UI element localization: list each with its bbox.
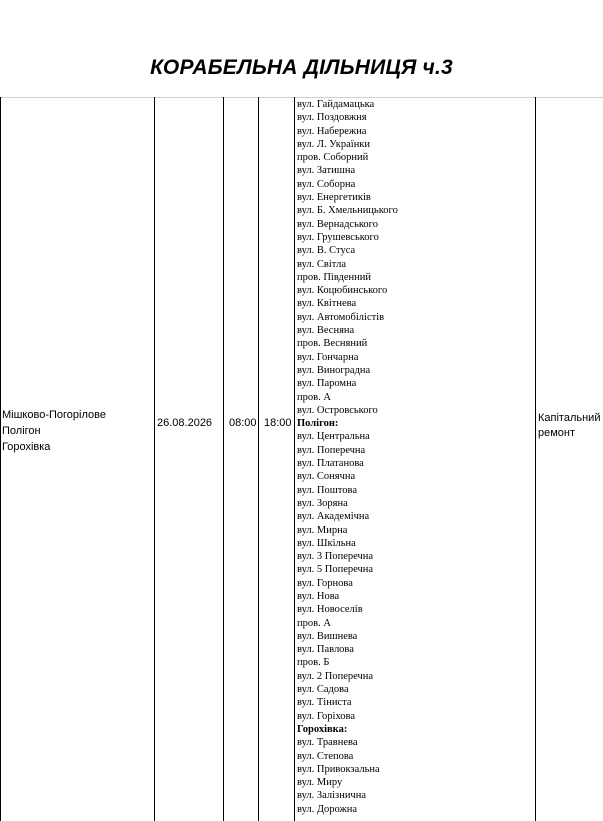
street-item: вул. Світла [297, 258, 346, 270]
street-item: вул. Горнова [297, 577, 353, 589]
street-item: вул. В. Стуса [297, 245, 356, 257]
street-item: вул. Платанова [297, 458, 364, 470]
street-item: вул. Зоряна [297, 497, 348, 509]
street-group-heading: Полігон: [297, 418, 339, 430]
street-item: вул. Островського [297, 404, 378, 416]
street-item: вул. Миру [297, 777, 343, 789]
street-item: вул. Квітнева [297, 298, 357, 310]
street-item: вул. Поштова [297, 484, 357, 496]
street-item: вул. Мирна [297, 524, 348, 536]
street-item: пров. Соборний [297, 152, 369, 164]
street-item: пров. Весняний [297, 338, 368, 350]
street-item: вул. Виноградна [297, 364, 371, 376]
street-item: вул. Садова [297, 684, 349, 696]
street-item: вул. Привокзальна [297, 763, 380, 775]
street-item: вул. 5 Поперечна [297, 564, 374, 576]
street-item: вул. Горіхова [297, 710, 356, 722]
street-item: вул. Набережна [297, 125, 367, 137]
street-item: вул. Соборна [297, 178, 356, 190]
street-item: пров. Південний [297, 271, 372, 283]
street-item: вул. Гайдамацька [297, 99, 375, 110]
street-item: вул. Сонячна [297, 471, 356, 483]
area-cell [2, 407, 152, 455]
area-name: Полігон [2, 425, 41, 437]
street-item: вул. Поперечна [297, 444, 366, 456]
street-item: вул. Новоселів [297, 604, 363, 616]
street-item: вул. Енергетиків [297, 192, 371, 204]
streets-cell [297, 98, 535, 816]
column-border [535, 97, 536, 821]
area-name: Горохівка [2, 441, 51, 453]
street-item: вул. Л. Українки [297, 138, 371, 150]
column-border [258, 97, 259, 821]
street-item: вул. Павлова [297, 644, 354, 656]
street-item: вул. Вернадського [297, 218, 378, 230]
start-time-cell: 08:00 [229, 417, 257, 429]
column-border [223, 97, 224, 821]
area-name: Мішково-Погорілове [2, 409, 106, 421]
street-item: вул. Вишнева [297, 630, 358, 642]
reason-cell: Капітальний ремонт [538, 412, 601, 439]
street-item: вул. Затишна [297, 165, 356, 177]
street-item: вул. Степова [297, 750, 354, 762]
street-item: вул. Грушевського [297, 231, 379, 243]
street-group-heading: Горохівка: [297, 723, 348, 735]
street-item: вул. 2 Поперечна [297, 670, 374, 682]
street-item: вул. Травнева [297, 737, 358, 749]
street-item: вул. Гончарна [297, 351, 359, 363]
street-item: вул. Нова [297, 590, 340, 602]
street-item: пров. А [297, 617, 331, 629]
street-item: вул. Академічна [297, 511, 370, 523]
column-border [154, 97, 155, 821]
end-time-cell: 18:00 [264, 417, 292, 429]
street-item: вул. Автомобілістів [297, 311, 385, 323]
date-cell: 26.08.2026 [157, 417, 213, 429]
street-item: вул. Весняна [297, 325, 355, 337]
street-item: вул. Б. Хмельницького [297, 205, 398, 217]
column-border [294, 97, 295, 821]
column-border [0, 97, 1, 821]
street-item: вул. Тіниста [297, 697, 352, 709]
street-item: вул. Паромна [297, 378, 357, 390]
outage-table [0, 97, 603, 821]
street-item: вул. Дорожна [297, 803, 358, 815]
street-item: вул. Залізнична [297, 790, 366, 802]
street-item: вул. Поздовжня [297, 112, 367, 124]
street-item: пров. Б [297, 657, 330, 669]
street-item: пров. А [297, 391, 331, 403]
page-title: КОРАБЕЛЬНА ДІЛЬНИЦЯ ч.3 [150, 56, 453, 79]
street-item: вул. Шкільна [297, 537, 356, 549]
street-item: вул. 3 Поперечна [297, 551, 374, 563]
street-item: вул. Коцюбинського [297, 285, 388, 297]
street-item: вул. Центральна [297, 431, 370, 443]
